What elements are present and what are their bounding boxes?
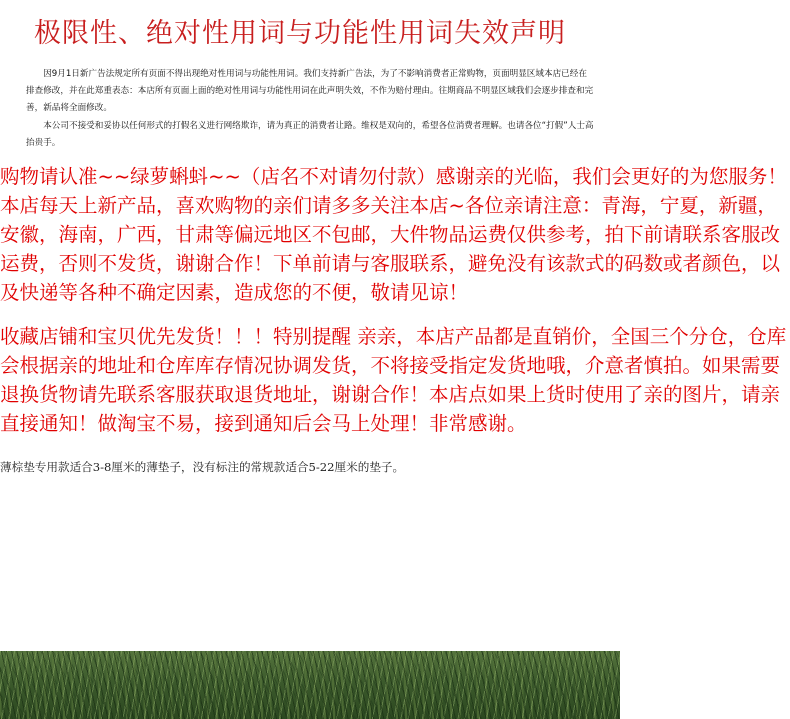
product-size-note: 薄棕垫专用款适合3-8厘米的薄垫子，没有标注的常规款适合5-22厘米的垫子。 — [0, 460, 405, 474]
shop-notice-paragraph: 购物请认准~~绿萝蝌蚪~~（店名不对请勿付款）感谢亲的光临，我们会更好的为您服务！本店每天上新产品，喜欢购物的亲们请多多关注本店~各位亲请注意：青海，宁夏，新疆，安徽，海南，广西，甘肃等偏远地区不包邮，大件物品运费仅供参考，拍下前请联系客服改运费，否则不发货，谢谢合作！下单前请与客服联系，避免没有该款式的码数或者颜色，以及快递等各种不确定因素，造成您的不便，敬请见谅！ — [0, 165, 787, 304]
disclaimer-notice-image — [0, 0, 620, 160]
notice-title: 极限性、绝对性用词与功能性用词失效声明 — [34, 18, 566, 49]
grass-photo — [0, 651, 620, 719]
shipping-notice-paragraph: 收藏店铺和宝贝优先发货！！！特别提醒 亲亲，本店产品都是直销价，全国三个分仓，仓库会根据亲的地址和仓库库存情况协调发货，不将接受指定发货地哦，介意者慎拍。如果需要退换货物请先联系客服获取退货地址，谢谢合作！本店点如果上货时使用了亲的图片，请亲直接通知！做淘宝不易，接到通知后会马上处理！非常感谢。 — [0, 325, 787, 435]
notice-line-2: 本公司不接受和妥协以任何形式的打假名义进行网络欺诈，请为真正的消费者让路。维权是双向的，希望各位消费者理解。也请各位“打假”人士高抬贵手。 — [26, 120, 594, 148]
notice-body — [26, 66, 594, 152]
notice-line-1: 因9月1日新广告法规定所有页面不得出现绝对性用词与功能性用词。我们支持新广告法，为了不影响消费者正常购物，页面明显区域本店已经在排查修改，并在此郑重表态：本店所有页面上面的绝对性用词与功能性用词在此声明失效，不作为赔付理由。往期商品不明显区域我们会逐步排查和完善，新品将全面修改。 — [26, 69, 594, 114]
